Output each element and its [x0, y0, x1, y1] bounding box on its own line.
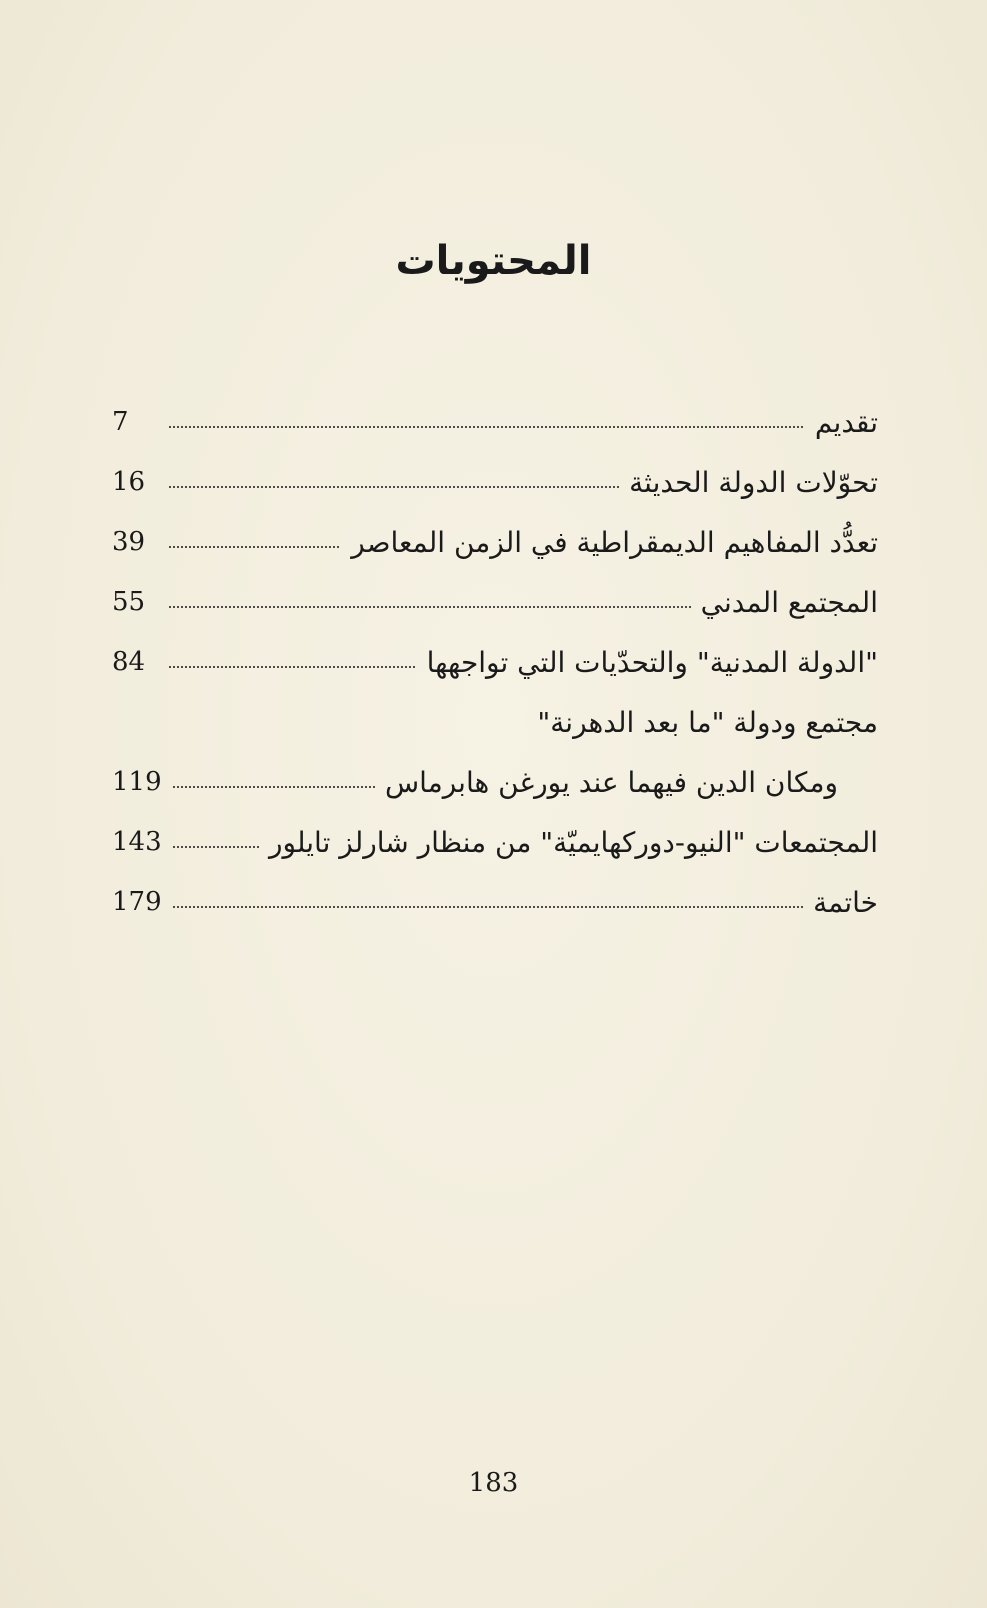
toc-entry-title: ومكان الدين فيهما عند يورغن هابرماس [385, 765, 838, 799]
toc-entry-page: 55 [112, 587, 146, 617]
toc-entry-page: 16 [112, 467, 146, 497]
dot-leader [172, 846, 259, 848]
toc-entry-title: خاتمة [813, 885, 878, 919]
toc-entry [112, 752, 878, 812]
table-of-contents [112, 392, 878, 932]
toc-entry [112, 632, 878, 692]
dot-leader [168, 486, 619, 488]
dot-leader [168, 546, 341, 548]
toc-entry-title: مجتمع ودولة "ما بعد الدهرنة" [537, 705, 878, 739]
toc-entry-title: تعدُّد المفاهيم الديمقراطية في الزمن المعاصر [351, 525, 878, 559]
dot-leader [168, 666, 417, 668]
toc-entry-page: 143 [112, 827, 162, 857]
toc-entry [112, 572, 878, 632]
page-number: 183 [468, 1468, 519, 1498]
dot-leader [168, 606, 691, 608]
toc-entry [112, 872, 878, 932]
toc-entry [112, 392, 878, 452]
page-title: المحتويات [395, 238, 592, 284]
dot-leader [172, 786, 375, 788]
toc-entry [112, 512, 878, 572]
toc-entry-title: المجتمعات "النيو-دوركهايميّة" من منظار شارلز تايلور [268, 825, 878, 859]
toc-entry-title: تحوّلات الدولة الحديثة [629, 465, 878, 499]
toc-entry [112, 692, 878, 752]
toc-entry-title: تقديم [814, 405, 878, 439]
toc-entry [112, 452, 878, 512]
toc-entry-title: المجتمع المدني [700, 585, 878, 619]
toc-entry-page: 84 [112, 647, 146, 677]
toc-entry-page: 39 [112, 527, 146, 557]
toc-entry-page: 119 [112, 767, 162, 797]
dot-leader [168, 426, 805, 428]
toc-entry [112, 812, 878, 872]
toc-entry-title: "الدولة المدنية" والتحدّيات التي تواجهها [426, 645, 878, 679]
toc-entry-page: 7 [112, 407, 129, 437]
dot-leader [172, 906, 804, 908]
toc-entry-page: 179 [112, 887, 162, 917]
